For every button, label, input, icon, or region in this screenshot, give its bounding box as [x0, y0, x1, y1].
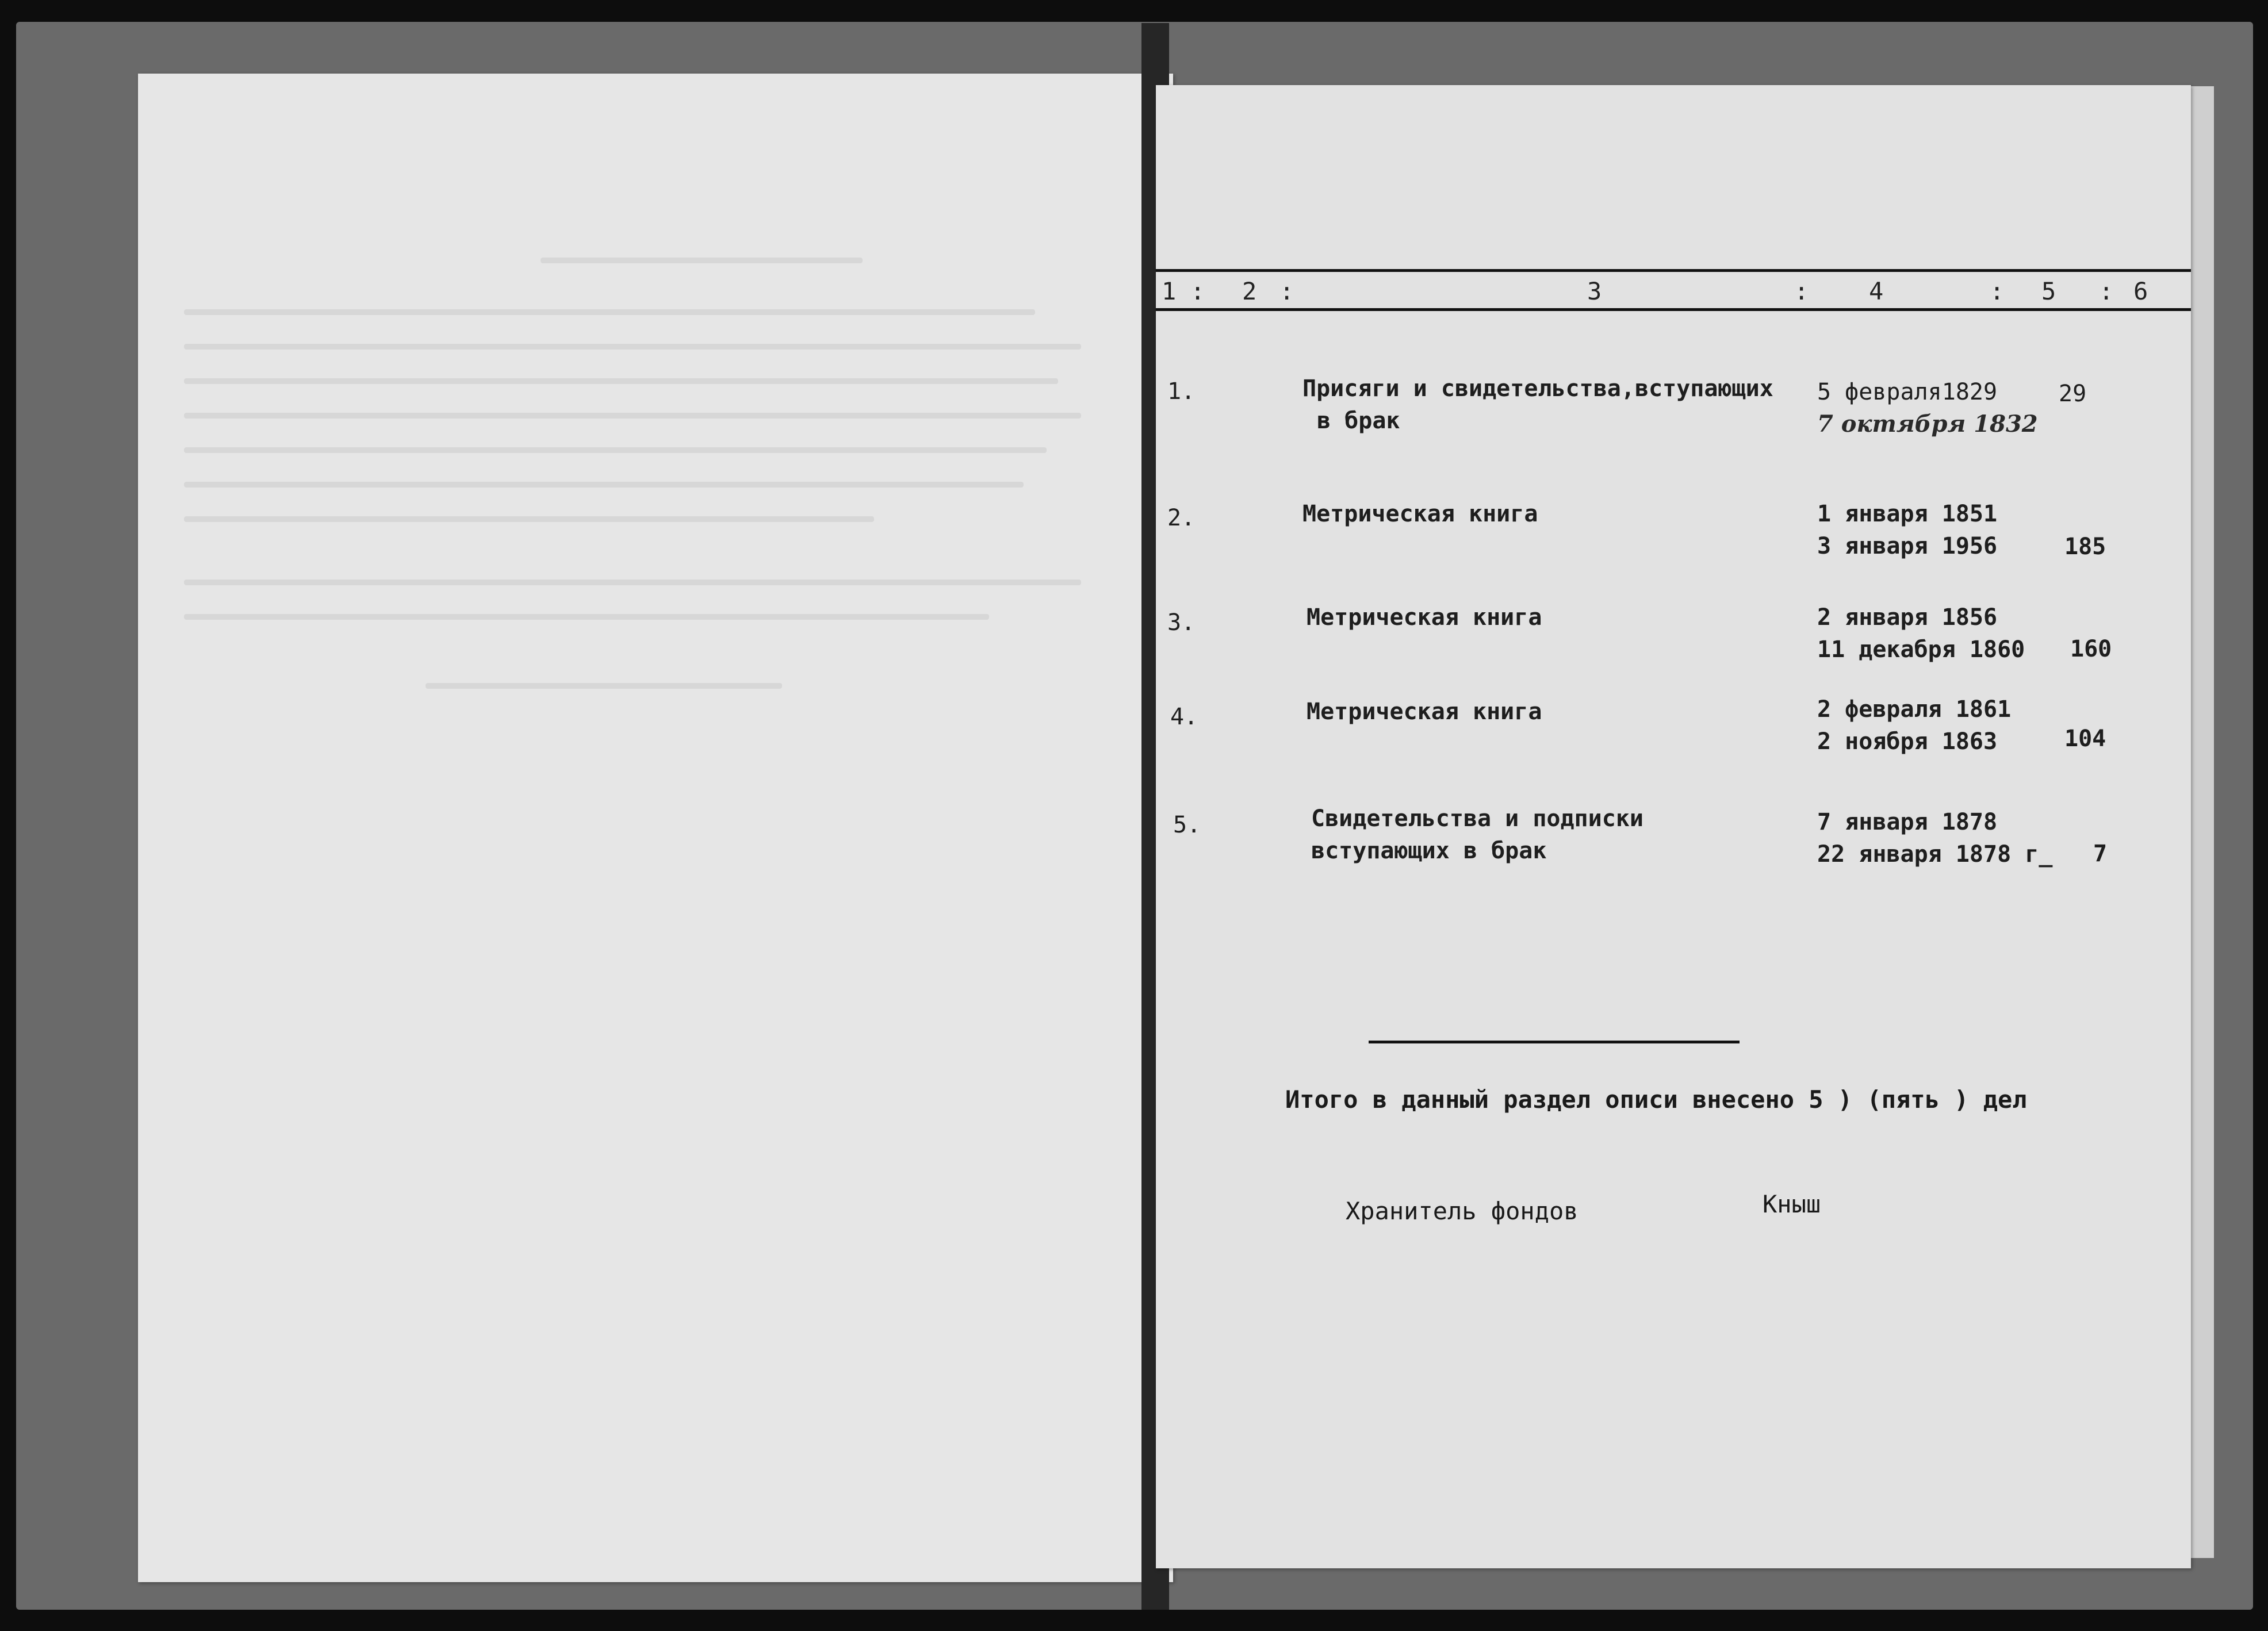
header-sep: : — [1990, 277, 2005, 305]
header-top-rule — [1156, 269, 2191, 272]
bleed-through-text — [184, 309, 1035, 315]
total-separator-line — [1369, 1041, 1740, 1043]
header-col-4: 4 — [1869, 277, 1884, 305]
header-sep: : — [1190, 277, 1205, 305]
row-dates: 2 февраля 1861 2 ноября 1863 — [1817, 696, 2012, 755]
row-title: Метрическая книга — [1302, 501, 1538, 527]
inventory-total-statement: Итого в данный раздел описи внесено 5 ) (пять ) дел — [1285, 1085, 2027, 1114]
header-col-3: 3 — [1587, 277, 1602, 305]
bleed-through-text — [184, 413, 1081, 419]
bleed-through-text — [541, 258, 863, 263]
bleed-through-text — [184, 580, 1081, 585]
row-sheet-count: 7 — [2093, 841, 2108, 867]
header-sep: : — [1279, 277, 1294, 305]
row-dates: 2 января 1856 11 декабря 1860 — [1817, 604, 2025, 663]
row-sheet-count: 104 — [2064, 726, 2106, 752]
header-sep: : — [2099, 277, 2114, 305]
bleed-through-text — [184, 482, 1024, 488]
row-number: 5. — [1173, 812, 1201, 838]
signature-name: Кныш — [1763, 1190, 1821, 1218]
row-title: Метрическая книга — [1307, 699, 1542, 725]
row-number: 2. — [1167, 505, 1196, 531]
header-sep: : — [1794, 277, 1809, 305]
row-dates: 5 февраля1829 7 октября 1832 — [1817, 379, 2038, 438]
row-sheet-count: 160 — [2070, 636, 2112, 662]
row-title: Присяги и свидетельства,вступающих в брак — [1302, 375, 1773, 434]
header-col-6: 6 — [2133, 277, 2148, 305]
row-number: 1. — [1167, 378, 1196, 405]
bleed-through-text — [184, 447, 1047, 453]
signature-label: Хранитель фондов — [1346, 1197, 1579, 1225]
bleed-through-text — [184, 344, 1081, 350]
row-title: Метрическая книга — [1307, 604, 1542, 631]
header-col-2: 2 — [1242, 277, 1257, 305]
row-dates: 1 января 1851 3 января 1956 — [1817, 501, 1998, 559]
row-number: 4. — [1170, 704, 1198, 730]
inventory-page — [1156, 85, 2191, 1568]
row-sheet-count: 185 — [2064, 534, 2106, 560]
header-col-5: 5 — [2041, 277, 2056, 305]
bleed-through-text — [184, 614, 989, 620]
bleed-through-text — [426, 683, 782, 689]
bleed-through-text — [184, 516, 874, 522]
row-sheet-count: 29 — [2059, 381, 2087, 407]
left-blank-page — [138, 74, 1173, 1582]
row-title: Свидетельства и подписки вступающих в брак — [1311, 805, 1643, 864]
row-number: 3. — [1167, 609, 1196, 636]
row-dates: 7 января 1878 22 января 1878 г_ — [1817, 809, 2053, 868]
header-bottom-rule — [1156, 308, 2191, 311]
bleed-through-text — [184, 378, 1058, 384]
header-col-1: 1 — [1162, 277, 1177, 305]
